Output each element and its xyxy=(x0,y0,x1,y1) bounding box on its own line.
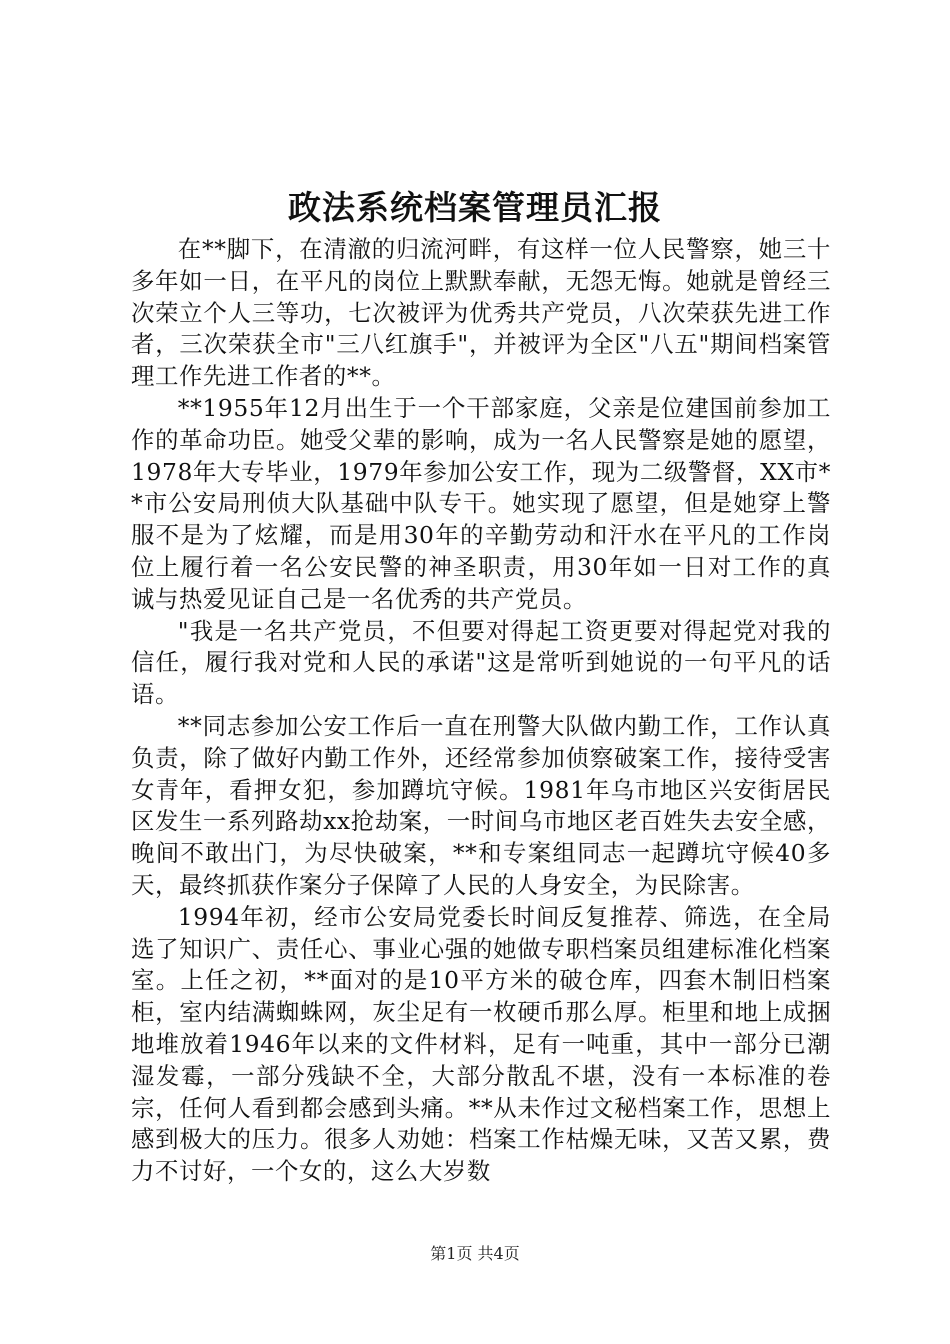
document-title: 政法系统档案管理员汇报 xyxy=(288,188,662,227)
paragraph-2: **1955年12月出生于一个干部家庭，父亲是位建国前参加工作的革命功臣。她受父辈的影响，成为一名人民警察是她的愿望，1978年大专毕业，1979年参加公安工作，现为二级警督，XX市**市公安局刑侦大队基础中队专干。她实现了愿望，但是她穿上警服不是为了炫耀，而是用30年的辛勤劳动和汗水在平凡的工作岗位上履行着一名公安民警的神圣职责，用30年如一日对工作的真诚与热爱见证自己是一名优秀的共产党员。 xyxy=(131,393,831,613)
document-body xyxy=(131,234,831,1188)
paragraph-4: **同志参加公安工作后一直在刑警大队做内勤工作，工作认真负责，除了做好内勤工作外，还经常参加侦察破案工作，接待受害女青年，看押女犯，参加蹲坑守候。1981年乌市地区兴安街居民区发生一系列路劫xx抢劫案，一时间乌市地区老百姓失去安全感，晚间不敢出门，为尽快破案，**和专案组同志一起蹲坑守候40多天，最终抓获作案分子保障了人民的人身安全，为民除害。 xyxy=(131,711,831,899)
paragraph-5: 1994年初，经市公安局党委长时间反复推荐、筛选，在全局选了知识广、责任心、事业心强的她做专职档案员组建标准化档案室。上任之初，**面对的是10平方米的破仓库，四套木制旧档案柜，室内结满蜘蛛网，灰尘足有一枚硬币那么厚。柜里和地上成捆地堆放着1946年以来的文件材料，足有一吨重，其中一部分已潮湿发霉，一部分残缺不全，大部分散乱不堪，没有一本标准的卷宗，任何人看到都会感到头痛。**从未作过文秘档案工作，思想上感到极大的压力。很多人劝她：档案工作枯燥无味，又苦又累，费力不讨好，一个女的，这么大岁数 xyxy=(131,902,831,1186)
page-number-footer: 第1页 共4页 xyxy=(430,1244,520,1263)
paragraph-3: "我是一名共产党员，不但要对得起工资更要对得起党对我的信任，履行我对党和人民的承诺"这是常听到她说的一句平凡的话语。 xyxy=(131,616,831,709)
paragraph-1: 在**脚下，在清澈的归流河畔，有这样一位人民警察，她三十多年如一日，在平凡的岗位上默默奉献，无怨无悔。她就是曾经三次荣立个人三等功，七次被评为优秀共产党员，八次荣获先进工作者，三次荣获全市"三八红旗手"，并被评为全区"八五"期间档案管理工作先进工作者的**。 xyxy=(131,235,831,391)
